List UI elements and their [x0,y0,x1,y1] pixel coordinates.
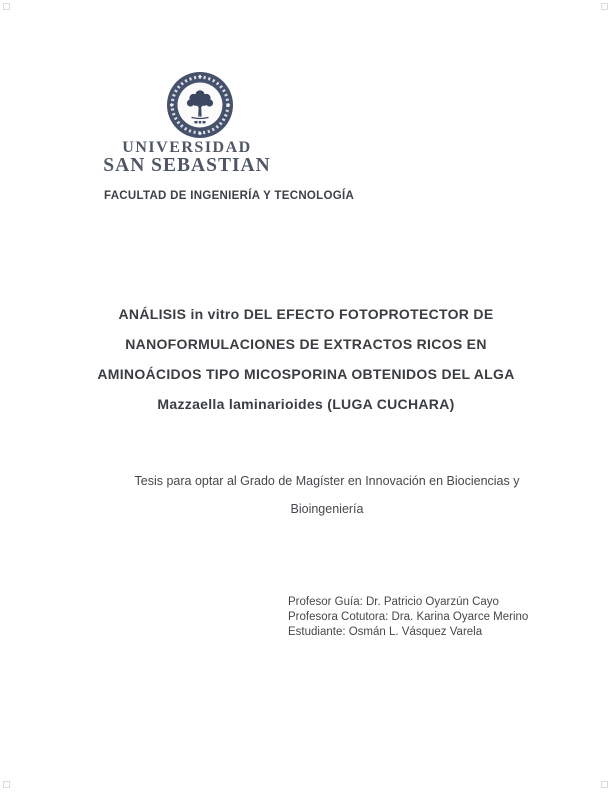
corner-mark-top-right [601,3,608,10]
wordmark-line-san-sebastian: SAN SEBASTIAN [103,155,271,176]
wordmark-line-universidad: UNIVERSIDAD [122,139,252,156]
student-line: Estudiante: Osmán L. Vásquez Varela [288,626,483,638]
thesis-title-line-2: NANOFORMULACIONES DE EXTRACTOS RICOS EN [125,336,487,352]
credits-block [288,595,528,640]
corner-mark-top-left [3,3,10,10]
university-seal-icon [166,71,234,139]
corner-mark-bottom-right [601,781,608,788]
corner-mark-bottom-left [3,781,10,788]
co-advisor-line: Profesora Cotutora: Dra. Karina Oyarce Merino [288,611,529,623]
degree-statement-line-1: Tesis para optar al Grado de Magíster en Innovación en Biociencias y [134,474,520,488]
advisor-line: Profesor Guía: Dr. Patricio Oyarzún Cayo [288,596,499,608]
degree-statement-line-2: Bioingeniería [290,502,364,516]
university-wordmark [86,139,288,176]
faculty-name: FACULTAD DE INGENIERÍA Y TECNOLOGÍA [104,190,355,202]
thesis-title-line-1: ANÁLISIS in vitro DEL EFECTO FOTOPROTECTOR DE [118,306,494,322]
thesis-title-line-4: Mazzaella laminarioides (LUGA CUCHARA) [157,396,455,412]
thesis-title-line-3: AMINOÁCIDOS TIPO MICOSPORINA OBTENIDOS DEL ALGA [97,366,515,382]
